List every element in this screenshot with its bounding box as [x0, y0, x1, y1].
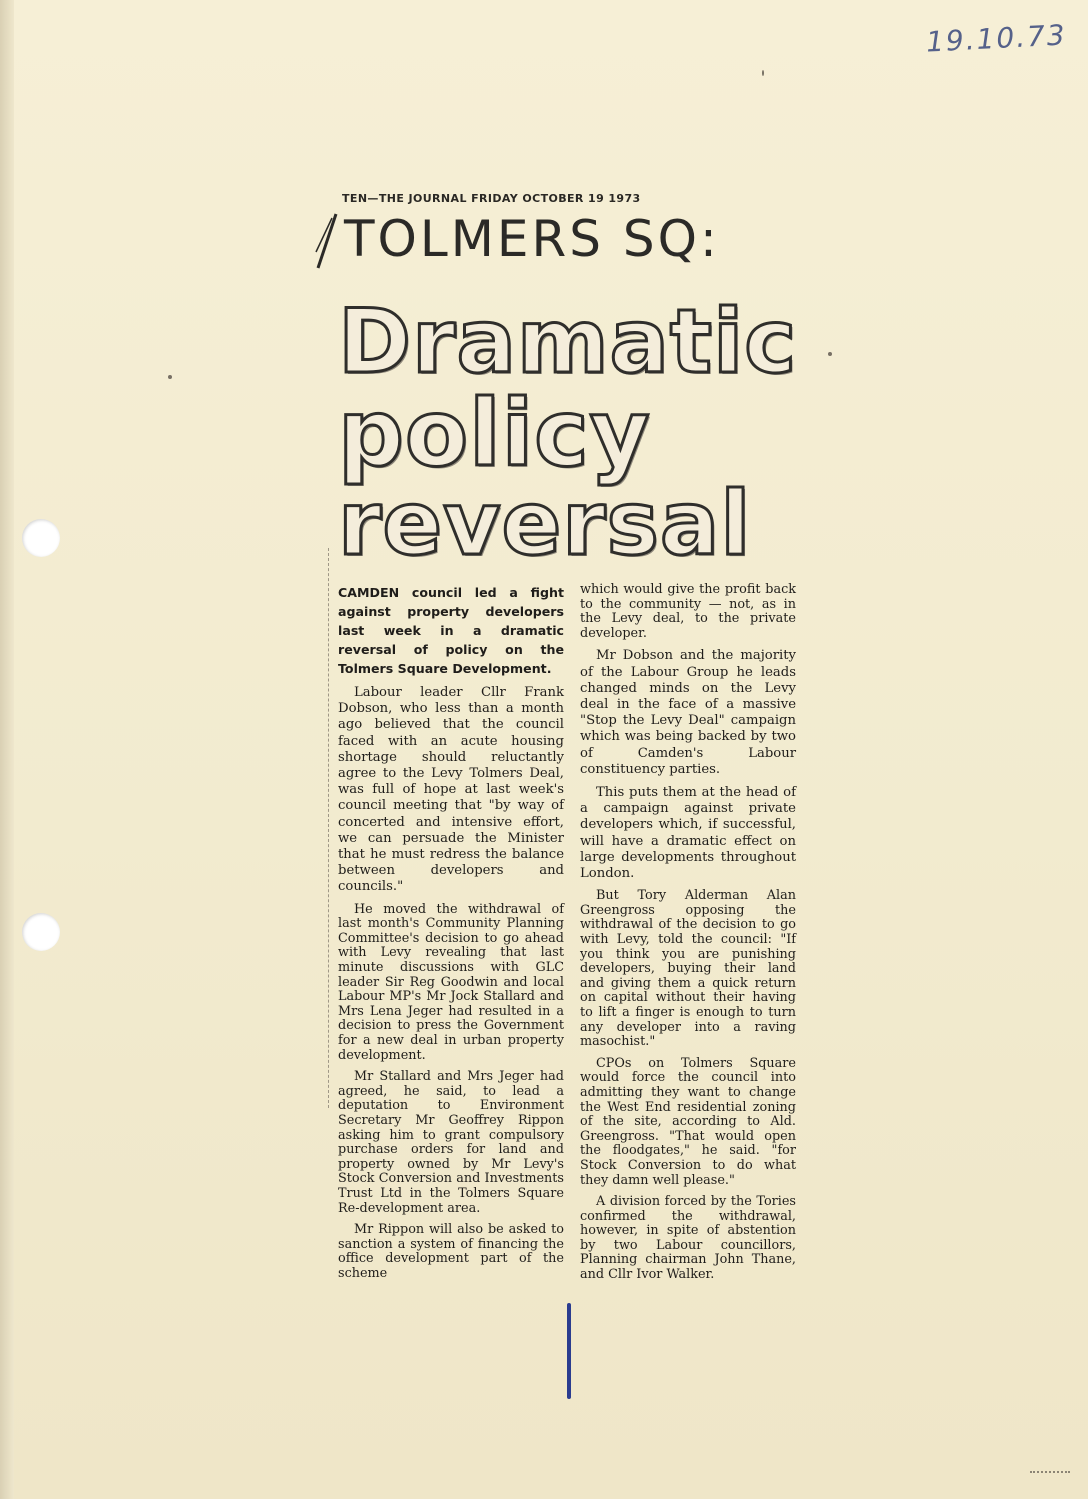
- article-column-1: [338, 583, 564, 1288]
- paper-speck: [828, 352, 832, 356]
- article-paragraph: But Tory Alderman Alan Greengross opposing the withdrawal of the decision to go with Levy, told the council: "If you think you are punishing developers, buying their land and giving them a quick return on capital without their having to lift a finger is enough to turn any developer into a raving masochist.": [580, 888, 796, 1050]
- punch-hole-top: [22, 519, 60, 557]
- page-corner-mark: [1030, 1471, 1070, 1485]
- pen-stroke-icon: [312, 212, 340, 270]
- article-column-2: [580, 583, 796, 1290]
- article-paragraph: A division forced by the Tories confirmed the withdrawal, however, in spite of abstention by two Labour councillors, Planning chairman John Thane, and Cllr Ivor Walker.: [580, 1194, 796, 1283]
- article-paragraph: Labour leader Cllr Frank Dobson, who less than a month ago believed that the council faced with an acute housing shortage should reluctantly agree to the Levy Tolmers Deal, was full of hope at last week's council meeting that "by way of concerted and intensive effort, we can persuade the Minister that he must redress the balance between developers and councils.": [338, 685, 564, 895]
- article-paragraph: He moved the withdrawal of last month's Community Planning Committee's decision to go ahead with Levy revealing that last minute discussions with GLC leader Sir Reg Goodwin and local Labour MP's Mr Jock Stallard and Mrs Lena Jeger had resulted in a decision to press the Government for a new deal in urban property development.: [338, 901, 564, 1063]
- punch-hole-bottom: [22, 913, 60, 951]
- pen-margin-mark: [567, 1303, 571, 1399]
- headline-line-3: reversal: [338, 472, 752, 575]
- column-rule: [328, 548, 329, 1108]
- page-left-edge: [0, 0, 14, 1499]
- newspaper-masthead: TEN—THE JOURNAL FRIDAY OCTOBER 19 1973: [342, 192, 641, 205]
- article-paragraph: This puts them at the head of a campaign against private developers which, if successful, will have a dramatic effect on large developments throughout London.: [580, 785, 796, 882]
- article-lede: CAMDEN council led a fight against property developers last week in a dramatic reversal of policy on the Tolmers Square Development.: [338, 585, 564, 676]
- handwritten-date: 19.10.73: [925, 18, 1068, 59]
- paper-speck: [168, 375, 172, 379]
- headline-line-1: Dramatic: [338, 290, 798, 393]
- article-paragraph: Mr Stallard and Mrs Jeger had agreed, he said, to lead a deputation to Environment Secretary Mr Geoffrey Rippon asking him to grant compulsory purchase orders for land and property owned by Mr Levy's Stock Conversion and Investments Trust Ltd in the Tolmers Square Re-development area.: [338, 1069, 564, 1216]
- article-paragraph: CPOs on Tolmers Square would force the council into admitting they want to change the West End residential zoning of the site, according to Ald. Greengross. "That would open the floodgates," he said. "for Stock Conversion to do what they damn well please.": [580, 1055, 796, 1188]
- headline-line-2: policy: [338, 380, 651, 487]
- article-paragraph: Mr Dobson and the majority of the Labour Group he leads changed minds on the Levy deal in the face of a massive "Stop the Levy Deal" campaign which was being backed by two of Camden's Labour constituency parties.: [580, 648, 796, 777]
- article-paragraph: Mr Rippon will also be asked to sanction a system of financing the office development part of the scheme: [338, 1222, 564, 1281]
- paper-speck: [762, 70, 764, 76]
- article-paragraph: which would give the profit back to the community — not, as in the Levy deal, to the private developer.: [580, 582, 796, 641]
- headline-kicker: TOLMERS SQ:: [344, 210, 720, 268]
